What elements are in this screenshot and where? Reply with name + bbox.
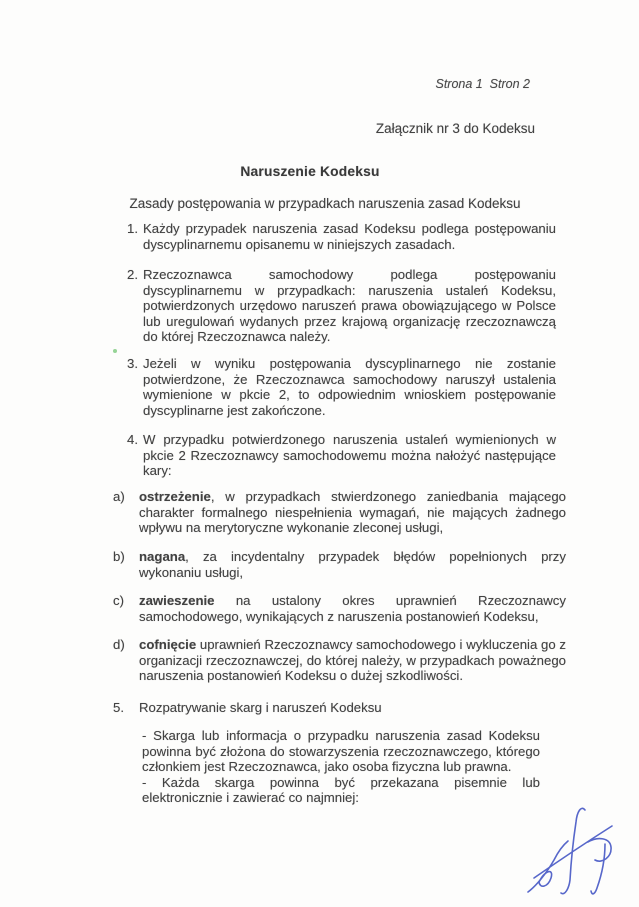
signature-stroke xyxy=(561,808,585,893)
document-title: Naruszenie Kodeksu xyxy=(240,164,380,179)
page-number-header: Strona 1 Stron 2 xyxy=(435,77,530,91)
penalty-text: , za incydentalny przypadek błędów popełnionych przy wykonaniu usługi, xyxy=(139,549,566,580)
item-text: W przypadku potwierdzonego naruszenia ustaleń wymienionych w pkcie 2 Rzeczoznawcy samochodowemu można nałożyć następujące kary: xyxy=(143,432,556,478)
item-text: Rzeczoznawca samochodowy podlega postępowaniu dyscyplinarnemu w przypadkach: naruszenia ustaleń Kodeksu, potwierdzonych urzędowo naruszeń prawa obowiązującego w Polsce lub uregulowań wydanych przez krajową organizację rzeczoznawczą do której Rzeczoznawca należy. xyxy=(143,267,556,344)
item-letter: d) xyxy=(113,637,125,652)
penalty-text: , w przypadkach stwierdzonego zaniedbania mającego charakter formalnego niespełnienia wymagań, nie mających żadnego wpływu na merytoryczne wykonanie zleconej usługi, xyxy=(139,489,566,535)
complaint-paragraph-1: - Skarga lub informacja o przypadku naruszenia zasad Kodeksu powinna być złożona do stowarzyszenia rzeczoznawczego, którego członkiem jest Rzeczoznawca, jako osoba fizyczna lub prawna. xyxy=(142,728,540,774)
penalty-term: zawieszenie xyxy=(139,593,215,608)
item-letter: a) xyxy=(113,489,125,504)
numbered-item-2 xyxy=(127,267,556,345)
penalty-item-c xyxy=(113,593,566,624)
signature-stroke xyxy=(588,839,611,894)
penalty-term: ostrzeżenie xyxy=(139,489,211,504)
scan-artifact-dot xyxy=(113,349,117,353)
item-number: 4. xyxy=(127,432,138,447)
item-number: 1. xyxy=(127,221,138,236)
penalty-text: na ustalony okres uprawnień Rzeczoznawcy samochodowego, wynikających z naruszenia postanowień Kodeksu, xyxy=(139,593,566,624)
item-text: Jeżeli w wyniku postępowania dyscyplinarnego nie zostanie potwierdzone, że Rzeczoznawca samochodowy naruszył ustalenia wymienione w pkcie 2, to odpowiednim wnioskiem postępowanie dyscyplinarne jest zakończone. xyxy=(143,356,556,418)
penalty-item-a xyxy=(113,489,566,536)
item-number: 2. xyxy=(127,267,138,282)
penalty-term: nagana xyxy=(139,549,186,564)
signature-stroke xyxy=(528,841,568,892)
item-letter: b) xyxy=(113,549,125,564)
item-number: 5. xyxy=(113,700,124,715)
item-text: Każdy przypadek naruszenia zasad Kodeksu podlega postępowaniu dyscyplinarnemu opisanemu w niniejszych zasadach. xyxy=(143,221,556,252)
numbered-item-1 xyxy=(127,221,556,252)
handwritten-signature xyxy=(512,802,632,907)
item-letter: c) xyxy=(113,593,124,608)
section-5-heading xyxy=(113,700,566,716)
penalty-item-b xyxy=(113,549,566,580)
penalty-item-d xyxy=(113,637,566,684)
penalty-term: cofnięcie xyxy=(139,637,197,652)
section-5-heading-text: Rozpatrywanie skarg i naruszeń Kodeksu xyxy=(139,700,382,715)
complaint-paragraph-2: - Każda skarga powinna być przekazana pisemnie lub elektronicznie i zawierać co najmniej: xyxy=(142,774,540,805)
section-5-body xyxy=(142,728,540,806)
document-subtitle: Zasady postępowania w przypadkach naruszenia zasad Kodeksu xyxy=(129,196,521,211)
penalty-text: uprawnień Rzeczoznawcy samochodowego i wykluczenia go z organizacji rzeczoznawczej, do której należy, w przypadkach poważnego naruszenia postanowień Kodeksu o dużej szkodliwości. xyxy=(139,637,566,683)
numbered-item-3 xyxy=(127,356,556,418)
attachment-label: Załącznik nr 3 do Kodeksu xyxy=(375,121,535,136)
item-number: 3. xyxy=(127,356,138,371)
numbered-item-4 xyxy=(127,432,556,479)
